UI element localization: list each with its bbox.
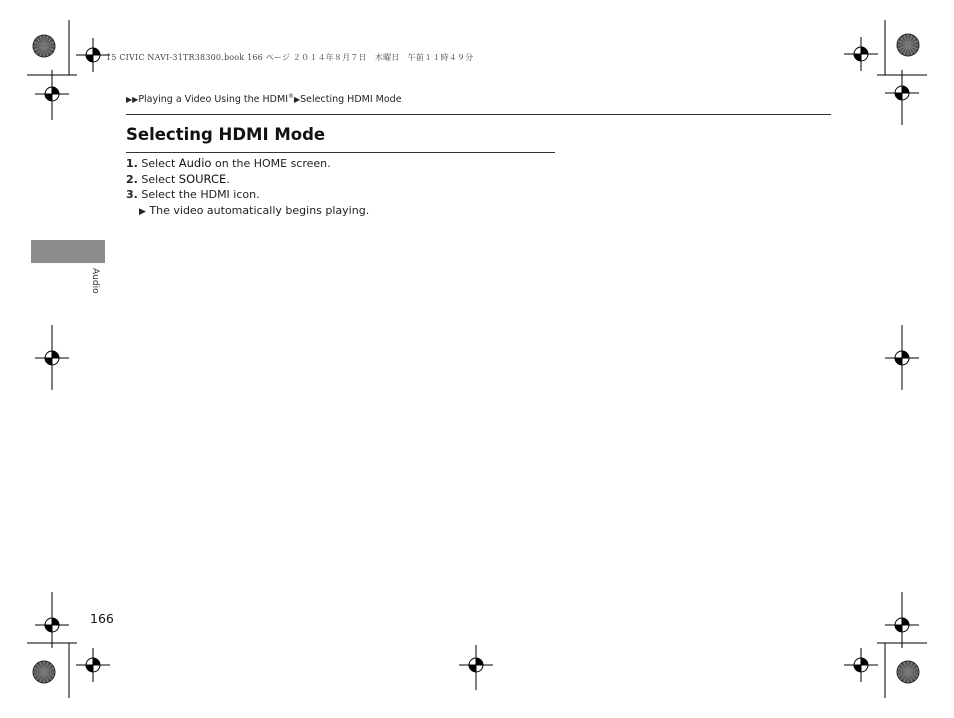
step-number: 1. bbox=[126, 157, 138, 170]
page-number: 166 bbox=[90, 611, 114, 626]
breadcrumb-separator-icon: ▶ bbox=[294, 95, 301, 105]
breadcrumb bbox=[126, 93, 402, 105]
step-text: Select bbox=[141, 157, 179, 170]
step-text: Select bbox=[141, 172, 179, 186]
result-arrow-icon: ▶ bbox=[139, 206, 146, 217]
step-result bbox=[139, 203, 369, 221]
step-text-suffix: . bbox=[226, 172, 230, 186]
step-3 bbox=[126, 187, 369, 203]
breadcrumb-marker-icon: ▶▶ bbox=[126, 95, 139, 105]
step-text-suffix: on the HOME screen. bbox=[211, 157, 331, 170]
registered-mark: ® bbox=[288, 93, 294, 100]
step-number: 3. bbox=[126, 188, 138, 202]
section-title: Selecting HDMI Mode bbox=[126, 125, 326, 144]
step-1 bbox=[126, 156, 369, 172]
breadcrumb-parent-link[interactable]: Playing a Video Using the HDMI bbox=[138, 94, 288, 106]
step-number: 2. bbox=[126, 172, 138, 186]
chapter-tab-label: Audio bbox=[90, 268, 100, 294]
step-text: Select the HDMI icon. bbox=[141, 188, 260, 202]
ui-term-audio: Audio bbox=[178, 156, 212, 170]
header-divider bbox=[126, 114, 831, 115]
step-2 bbox=[126, 172, 369, 188]
breadcrumb-current: Selecting HDMI Mode bbox=[300, 94, 402, 106]
print-job-header: 15 CIVIC NAVI-31TR38300.book 166 ページ ２０１４年８月７日 木曜日 午前１１時４９分 bbox=[106, 53, 474, 62]
result-text: The video automatically begins playing. bbox=[149, 203, 370, 217]
ui-term-source: SOURCE bbox=[178, 171, 227, 186]
chapter-tab bbox=[31, 240, 105, 263]
title-underline bbox=[126, 152, 555, 153]
procedure-steps bbox=[126, 156, 369, 220]
